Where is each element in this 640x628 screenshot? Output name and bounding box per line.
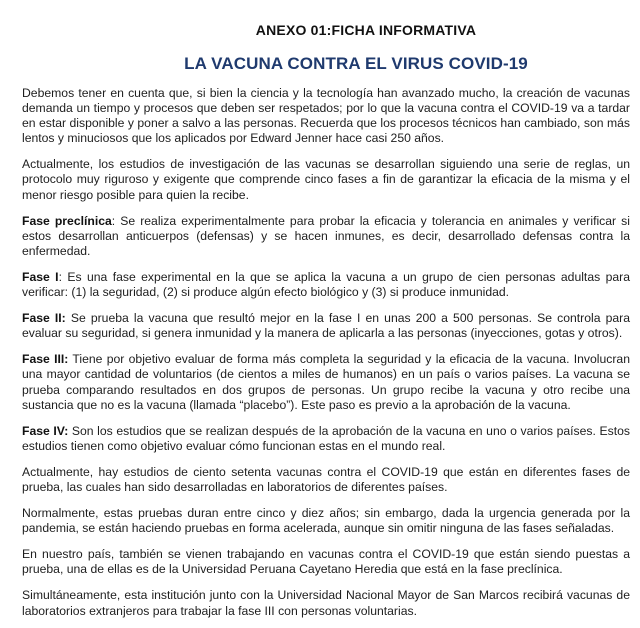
phase-4-paragraph <box>22 424 630 454</box>
phase-1-paragraph <box>22 270 630 300</box>
san-marcos-paragraph: Simultáneamente, esta institución junto con la Universidad Nacional Mayor de San Marcos recibirá vacunas de laboratorios extranjeros para trabajar la fase III con personas voluntarias. <box>22 588 630 618</box>
test-duration-paragraph: Normalmente, estas pruebas duran entre cinco y diez años; sin embargo, dada la urgencia generada por la pandemia, se están haciendo pruebas en forma acelerada, aunque sin omitir ninguna de las fases señaladas. <box>22 506 630 536</box>
intro-paragraph: Debemos tener en cuenta que, si bien la ciencia y la tecnología han avanzado mucho, la creación de vacunas demanda un tiempo y procesos que deben ser respetados; por lo que la vacuna contra el COVID-19 va a tardar en estar disponible y poner a salvo a las personas. Recuerda que los procesos técnicos han cambiado, son más lentos y minuciosos que los aplicados por Edward Jenner hace casi 250 años. <box>22 86 630 146</box>
phase-text: Son los estudios que se realizan después de la aprobación de la vacuna en uno o varios países. Estos estudios tienen como objetivo evaluar cómo funcionan estas en el mundo real. <box>22 423 630 453</box>
peru-vaccines-paragraph: En nuestro país, también se vienen trabajando en vacunas contra el COVID-19 que están siendo puestas a prueba, una de ellas es de la Universidad Peruana Cayetano Heredia que está en la fase preclínica. <box>22 547 630 577</box>
main-title: LA VACUNA CONTRA EL VIRUS COVID-19 <box>184 54 528 73</box>
phase-term: Fase I <box>22 269 59 284</box>
phase-2-paragraph <box>22 311 630 341</box>
annex-title: ANEXO 01:FICHA INFORMATIVA <box>255 22 477 38</box>
phase-text: : Se realiza experimentalmente para probar la eficacia y tolerancia en animales y verificar si estos desarrollan anticuerpos (defensas) y se hacen inmunes, es decir, desarrollado defensas contra la enfermedad. <box>22 213 630 258</box>
phase-text: : Es una fase experimental en la que se aplica la vacuna a un grupo de cien personas adultas para verificar: (1) la seguridad, (2) si produce algún efecto biológico y (3) si produce inmunidad. <box>22 269 630 300</box>
phase-term: Fase II: <box>22 311 66 326</box>
phase-text: Tiene por objetivo evaluar de forma más completa la seguridad y la eficacia de la vacuna. Involucran una mayor cantidad de voluntarios (de cientos a miles de humanos) en un país o varios países. La vacuna se prueba comparando resultados en dos grupos de personas. Un grupo recibe la vacuna y otro recibe una sustancia que no es la vacuna (llamada “placebo”). Este paso es previo a la aprobación de la vacuna. <box>22 352 630 412</box>
phase-term: Fase IV: <box>22 423 69 438</box>
current-studies-paragraph: Actualmente, los estudios de investigación de las vacunas se desarrollan siguiendo una serie de reglas, un protocolo muy riguroso y exigente que comprende cinco fases a fin de garantizar la eficacia de la misma y el menor riesgo posible para quien la recibe. <box>22 157 630 202</box>
phase-preclinical-paragraph <box>22 214 630 259</box>
phase-text: Se prueba la vacuna que resultó mejor en la fase I en unas 200 a 500 personas. Se controla para evaluar su seguridad, si genera inmunidad y la manera de aplicarla a las personas (inyecciones, gotas y otros). <box>22 311 630 341</box>
phase-term: Fase preclínica <box>22 213 112 228</box>
vaccines-count-paragraph: Actualmente, hay estudios de ciento setenta vacunas contra el COVID-19 que están en diferentes fases de prueba, las cuales han sido desarrolladas en laboratorios de diferentes países. <box>22 464 630 494</box>
phase-3-paragraph <box>22 352 630 412</box>
phase-term: Fase III: <box>22 352 69 367</box>
